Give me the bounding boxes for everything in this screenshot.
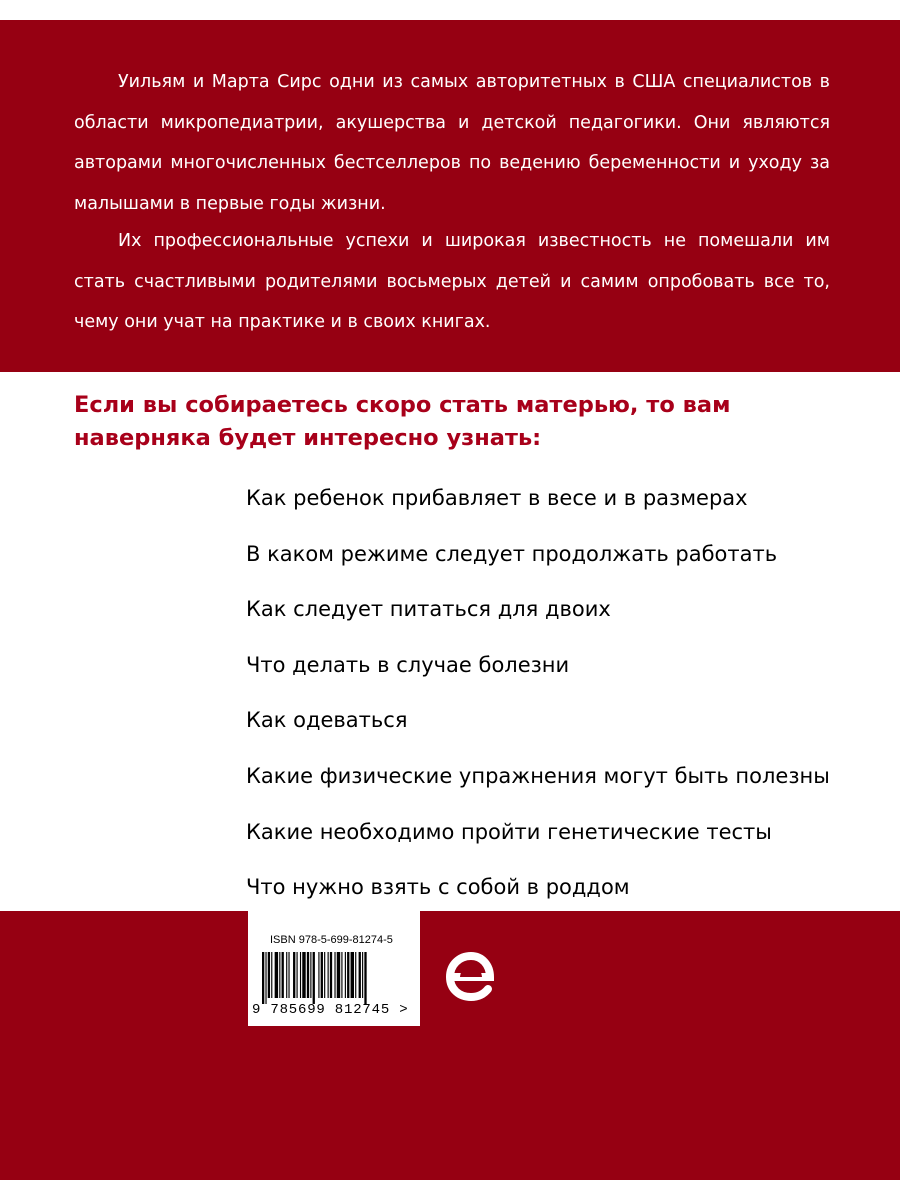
barcode-icon — [262, 952, 412, 1004]
eksmo-logo-icon — [440, 944, 502, 1006]
topic-item: Как ребенок прибавляет в весе и в размерах — [246, 486, 748, 510]
topics-list — [246, 480, 886, 925]
topic-item: Как одеваться — [246, 708, 408, 733]
topic-item: Что нужно взять с собой в роддом — [246, 875, 630, 900]
topic-item: Какие необходимо пройти генетические тесты — [246, 819, 772, 844]
topic-item: Как следует питаться для двоих — [246, 597, 611, 622]
topics-heading: Если вы собираетесь скоро стать матерью, то вам наверняка будет интересно узнать: — [74, 392, 731, 451]
ean-digits: 9 785699 812745 > — [252, 1002, 409, 1018]
authors-paragraph-1: Уильям и Марта Сирс одни из самых авторитетных в США специалистов в области микропедиатрии, акушерства и детской педагогики. Они являются авторами многочисленных бестселлеров по ведению беременности и уходу за малышами в первые годы жизни. — [74, 72, 830, 214]
topic-item: Что делать в случае болезни — [246, 652, 570, 677]
isbn-label: ISBN 978-5-699-81274-5 — [270, 934, 393, 946]
topic-item: В каком режиме следует продолжать работать — [246, 541, 778, 566]
authors-paragraph-2: Их профессиональные успехи и широкая известность не помешали им стать счастливыми родителями восьмерых детей и самим опробовать все то, чему они учат на практике и в своих книгах. — [74, 231, 830, 332]
topic-item: Какие физические упражнения могут быть полезны — [246, 763, 830, 788]
